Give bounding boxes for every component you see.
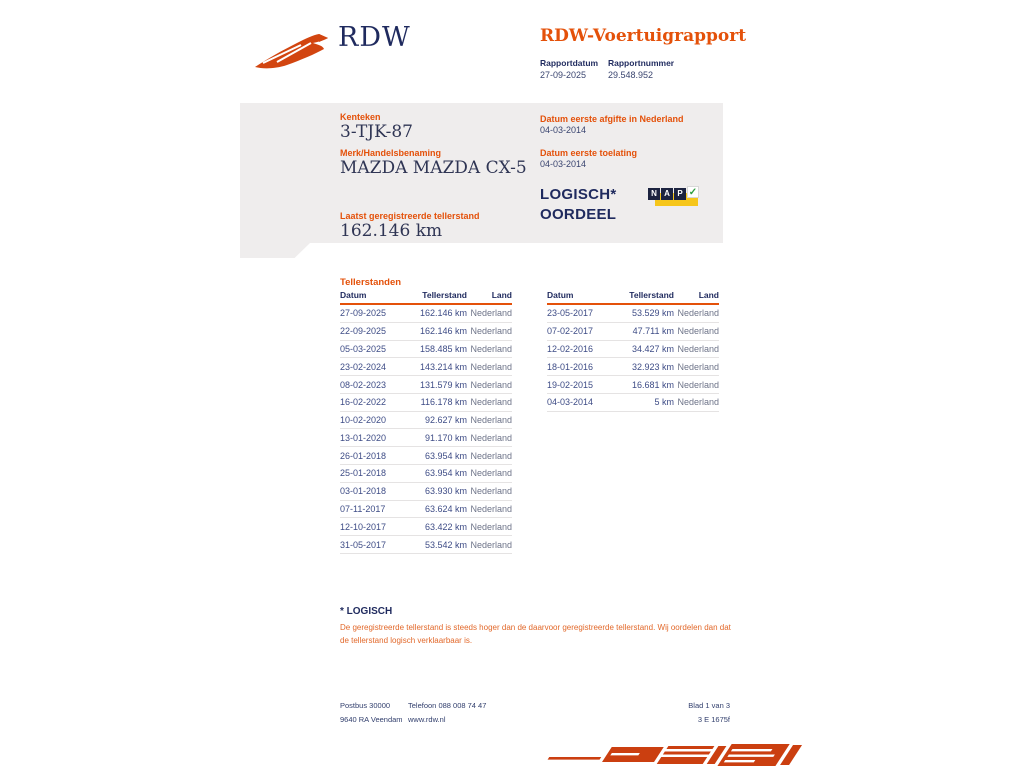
table-row bbox=[340, 376, 512, 394]
cell-stand: 158.485 km bbox=[406, 340, 467, 358]
cell-land: Nederland bbox=[674, 393, 719, 411]
table-row bbox=[340, 536, 512, 554]
table-row bbox=[547, 304, 719, 322]
footer-website: www.rdw.nl bbox=[408, 715, 446, 724]
nap-check-icon: ✓ bbox=[688, 187, 698, 198]
table-header bbox=[547, 290, 719, 304]
table-row bbox=[340, 447, 512, 465]
col-header-land: Land bbox=[467, 290, 512, 304]
cell-land: Nederland bbox=[467, 304, 512, 322]
cell-stand: 53.529 km bbox=[613, 304, 674, 322]
cell-datum: 03-01-2018 bbox=[340, 482, 406, 500]
rdw-logo-icon bbox=[253, 26, 333, 70]
cell-datum: 16-02-2022 bbox=[340, 393, 406, 411]
col-header-datum: Datum bbox=[547, 290, 613, 304]
cell-land: Nederland bbox=[467, 429, 512, 447]
cell-datum: 27-09-2025 bbox=[340, 304, 406, 322]
cell-land: Nederland bbox=[467, 536, 512, 554]
cell-land: Nederland bbox=[467, 518, 512, 536]
cell-datum: 22-09-2025 bbox=[340, 322, 406, 340]
cell-stand: 5 km bbox=[613, 393, 674, 411]
cell-datum: 10-02-2020 bbox=[340, 411, 406, 429]
tellerstanden-table-right bbox=[547, 290, 719, 412]
cell-stand: 53.542 km bbox=[406, 536, 467, 554]
cell-stand: 143.214 km bbox=[406, 358, 467, 376]
table-row bbox=[340, 358, 512, 376]
page-title: RDW-Voertuigrapport bbox=[540, 26, 747, 46]
table-row bbox=[340, 429, 512, 447]
col-header-datum: Datum bbox=[340, 290, 406, 304]
kenteken-value: 3-TJK-87 bbox=[340, 122, 413, 142]
cell-land: Nederland bbox=[467, 393, 512, 411]
cell-land: Nederland bbox=[467, 322, 512, 340]
header-row bbox=[547, 290, 719, 304]
toelating-value: 04-03-2014 bbox=[540, 159, 587, 169]
cell-land: Nederland bbox=[467, 376, 512, 394]
footer-phone: Telefoon 088 008 74 47 bbox=[408, 701, 487, 710]
table-row bbox=[340, 465, 512, 483]
footer-address-line2: 9640 RA Veendam bbox=[340, 715, 403, 724]
cell-stand: 92.627 km bbox=[406, 411, 467, 429]
tellerstanden-title: Tellerstanden bbox=[340, 277, 402, 288]
table-body bbox=[547, 304, 719, 411]
cell-stand: 116.178 km bbox=[406, 393, 467, 411]
header-row bbox=[340, 290, 512, 304]
afgifte-value: 04-03-2014 bbox=[540, 125, 587, 135]
cell-datum: 31-05-2017 bbox=[340, 536, 406, 554]
cell-stand: 16.681 km bbox=[613, 376, 674, 394]
cell-datum: 25-01-2018 bbox=[340, 465, 406, 483]
cell-land: Nederland bbox=[674, 322, 719, 340]
table-header bbox=[340, 290, 512, 304]
nap-logo bbox=[648, 185, 700, 209]
cell-datum: 12-02-2016 bbox=[547, 340, 613, 358]
footer-address-line1: Postbus 30000 bbox=[340, 701, 391, 710]
table-row bbox=[340, 482, 512, 500]
table-row bbox=[340, 518, 512, 536]
cell-stand: 63.954 km bbox=[406, 447, 467, 465]
table-row bbox=[340, 340, 512, 358]
cell-land: Nederland bbox=[674, 340, 719, 358]
tellerstanden-table-left bbox=[340, 290, 512, 554]
table-row bbox=[340, 393, 512, 411]
cell-land: Nederland bbox=[467, 358, 512, 376]
footnote-title: * LOGISCH bbox=[340, 606, 393, 617]
cell-stand: 63.954 km bbox=[406, 465, 467, 483]
nap-letter-p: P bbox=[674, 188, 686, 200]
table-row bbox=[340, 411, 512, 429]
cell-land: Nederland bbox=[674, 376, 719, 394]
cell-stand: 63.624 km bbox=[406, 500, 467, 518]
table-body bbox=[340, 304, 512, 553]
cell-datum: 18-01-2016 bbox=[547, 358, 613, 376]
kenteken-label: Kenteken bbox=[340, 112, 381, 122]
col-header-land: Land bbox=[674, 290, 719, 304]
merk-value: MAZDA MAZDA CX-5 bbox=[340, 158, 527, 178]
cell-stand: 162.146 km bbox=[406, 304, 467, 322]
oordeel-line1: LOGISCH* bbox=[540, 186, 617, 203]
cell-datum: 23-02-2024 bbox=[340, 358, 406, 376]
cell-stand: 131.579 km bbox=[406, 376, 467, 394]
cell-land: Nederland bbox=[467, 411, 512, 429]
report-number-value: 29.548.952 bbox=[608, 70, 654, 80]
cell-land: Nederland bbox=[467, 482, 512, 500]
cell-land: Nederland bbox=[674, 304, 719, 322]
cell-datum: 05-03-2025 bbox=[340, 340, 406, 358]
cell-stand: 34.427 km bbox=[613, 340, 674, 358]
rdw-wordmark: RDW bbox=[338, 22, 411, 53]
cell-datum: 13-01-2020 bbox=[340, 429, 406, 447]
oordeel-line2: OORDEEL bbox=[540, 206, 617, 223]
toelating-label: Datum eerste toelating bbox=[540, 148, 638, 158]
cell-land: Nederland bbox=[467, 465, 512, 483]
cell-stand: 91.170 km bbox=[406, 429, 467, 447]
nap-letter-n: N bbox=[648, 188, 660, 200]
tellerstand-value: 162.146 km bbox=[340, 221, 443, 241]
col-header-tellerstand: Tellerstand bbox=[406, 290, 467, 304]
cell-datum: 04-03-2014 bbox=[547, 393, 613, 411]
table-row bbox=[340, 304, 512, 322]
table-row bbox=[340, 500, 512, 518]
cell-land: Nederland bbox=[674, 358, 719, 376]
col-header-tellerstand: Tellerstand bbox=[613, 290, 674, 304]
table-row bbox=[547, 322, 719, 340]
cell-datum: 07-11-2017 bbox=[340, 500, 406, 518]
report-date-value: 27-09-2025 bbox=[540, 70, 587, 80]
table-row bbox=[547, 358, 719, 376]
table-row bbox=[547, 393, 719, 411]
table-row bbox=[547, 376, 719, 394]
table-row bbox=[547, 340, 719, 358]
cell-stand: 32.923 km bbox=[613, 358, 674, 376]
cell-land: Nederland bbox=[467, 447, 512, 465]
cell-stand: 63.930 km bbox=[406, 482, 467, 500]
report-number-label: Rapportnummer bbox=[608, 58, 675, 68]
footnote-text: De geregistreerde tellerstand is steeds hoger dan de daarvoor geregistreerde tellerstand. Wij oordelen dan dat de tellerstand logisch verklaarbaar is. bbox=[340, 623, 731, 645]
cell-stand: 162.146 km bbox=[406, 322, 467, 340]
footer-form-code: 3 E 1675f bbox=[697, 715, 730, 724]
cell-datum: 19-02-2015 bbox=[547, 376, 613, 394]
vehicle-summary-box-tab bbox=[240, 243, 310, 258]
footer-page-number: Blad 1 van 3 bbox=[688, 701, 730, 710]
cell-stand: 47.711 km bbox=[613, 322, 674, 340]
tellerstand-label: Laatst geregistreerde tellerstand bbox=[340, 211, 480, 221]
report-date-label: Rapportdatum bbox=[540, 58, 599, 68]
cell-datum: 07-02-2017 bbox=[547, 322, 613, 340]
cell-datum: 12-10-2017 bbox=[340, 518, 406, 536]
merk-label: Merk/Handelsbenaming bbox=[340, 148, 442, 158]
table-row bbox=[340, 322, 512, 340]
rdw-flag-graphic bbox=[545, 742, 803, 768]
nap-letter-a: A bbox=[661, 188, 673, 200]
cell-datum: 26-01-2018 bbox=[340, 447, 406, 465]
cell-stand: 63.422 km bbox=[406, 518, 467, 536]
cell-datum: 08-02-2023 bbox=[340, 376, 406, 394]
afgifte-label: Datum eerste afgifte in Nederland bbox=[540, 114, 684, 124]
cell-land: Nederland bbox=[467, 340, 512, 358]
cell-datum: 23-05-2017 bbox=[547, 304, 613, 322]
cell-land: Nederland bbox=[467, 500, 512, 518]
